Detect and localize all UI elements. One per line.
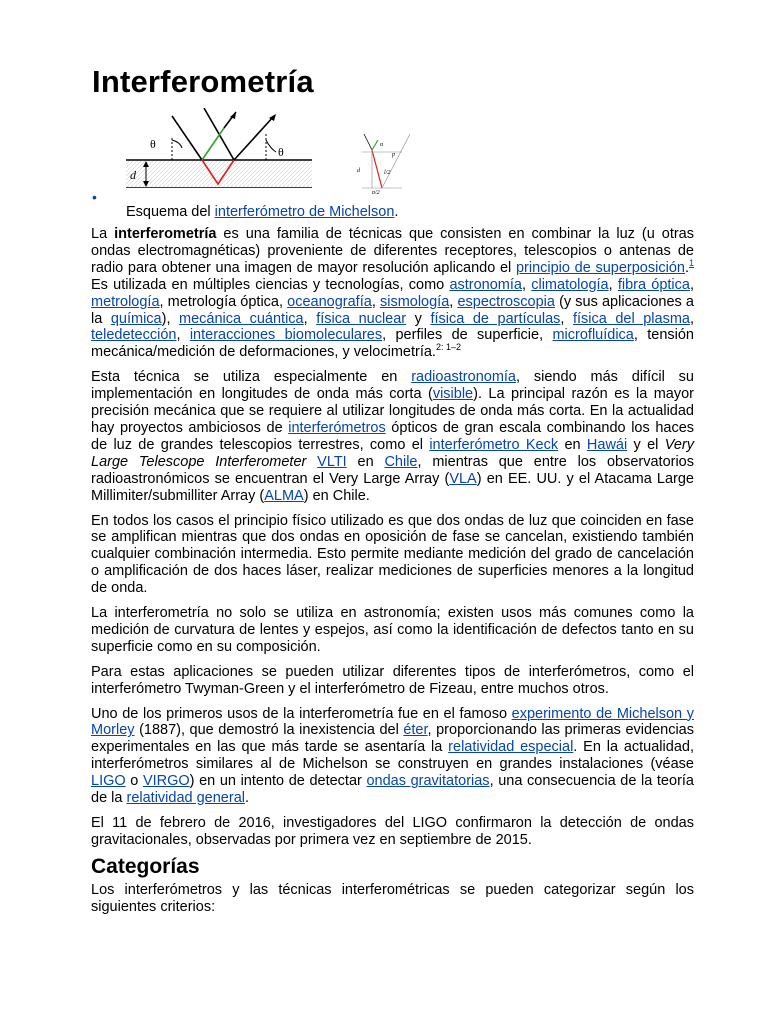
inset-alpha-label: α xyxy=(380,142,384,148)
page-title: Interferometría xyxy=(92,64,314,99)
link-alma[interactable]: ALMA xyxy=(264,487,304,504)
paragraph-ligo-2016: El 11 de febrero de 2016, investigadores del LIGO confirmaron la detección de ondas gravitacionales, observadas por primera vez en septiembre de 2015. xyxy=(91,815,694,848)
link-vla[interactable]: VLA xyxy=(449,470,477,487)
section-heading-categorias: Categorías xyxy=(91,854,200,878)
link-michelson-morley[interactable]: experimento de Michelson y Morley xyxy=(91,705,694,739)
link-metrologia[interactable]: metrología xyxy=(91,293,160,310)
inset-l2-label: l/2 xyxy=(384,170,391,176)
theta-label-left: θ xyxy=(150,137,156,151)
inset-p2-label: p/2 xyxy=(372,190,380,194)
link-fisica-plasma[interactable]: física del plasma xyxy=(572,310,690,327)
reflected-ray-green xyxy=(202,128,224,160)
link-espectroscopia[interactable]: espectroscopia xyxy=(457,293,555,310)
inset-d-label: d xyxy=(357,168,360,174)
link-oceanografia[interactable]: oceanografía xyxy=(287,293,372,310)
link-fibra-optica[interactable]: fibra óptica xyxy=(617,276,690,293)
ref-1[interactable]: 1 xyxy=(688,257,694,268)
link-superposicion[interactable]: principio de superposición xyxy=(515,259,685,276)
theta-label-right: θ xyxy=(278,145,284,159)
link-hawai[interactable]: Hawái xyxy=(586,436,628,453)
paragraph-categories: Los interferómetros y las técnicas interferométricas se pueden categorizar según los siguientes criterios: xyxy=(91,881,694,915)
link-microfluidica[interactable]: microfluídica xyxy=(552,327,634,344)
angle-arc-right xyxy=(266,140,276,152)
list-bullet: • xyxy=(92,189,97,205)
link-relatividad-general[interactable]: relatividad general xyxy=(126,790,245,807)
inset-p-label: p xyxy=(392,152,395,158)
figure-row xyxy=(92,108,432,208)
bold-term: interferometría xyxy=(114,226,217,242)
link-climatologia[interactable]: climatología xyxy=(531,276,609,293)
figure-caption: Esquema del interferómetro de Michelson. xyxy=(126,204,399,220)
link-relatividad-especial[interactable]: relatividad especial xyxy=(448,739,574,756)
article-body xyxy=(91,226,694,924)
ref-2[interactable]: 2: 1–2 xyxy=(435,342,461,353)
geometry-inset-diagram xyxy=(354,130,416,194)
paragraph-history: Uno de los primeros usos de la interferometría fue en el famoso experimento de Michelson y Morley (1887), que demostró la inexistencia del éter, proporcionando las primeras evidencias experimentales en las que más tarde se asentaría la relatividad especial. En la actualidad, interferómetros similares al de Michelson se construyen en grandes instalaciones (véase LIGO o VIRGO) en un intento de detectar ondas gravitatorias, una consecuencia de la teoría de la relatividad general. xyxy=(91,705,694,807)
link-interferometro-keck[interactable]: interferómetro Keck xyxy=(429,436,559,453)
link-interacciones-biomoleculares[interactable]: interacciones biomoleculares xyxy=(189,327,383,344)
paragraph-radioastronomy: Esta técnica se utiliza especialmente en radioastronomía, siendo más difícil su implementación en longitudes de onda más corta (visible). La principal razón es la mayor precisión mecánica que se requiere al utilizar longitudes de onda más corta. En la actualidad hay proyectos ambiciosos de interferómetros ópticos de gran escala combinando los haces de luz de grandes telescopios terrestres, como el interferómetro Keck en Hawái y el Very Large Telescope Interferometer VLTI en Chile, mientras que entre los observatorios radioastronómicos se encuentran el Very Large Array (VLA) en EE. UU. y el Atacama Large Millimiter/submilliter Array (ALMA) en Chile. xyxy=(91,369,695,504)
link-sismologia[interactable]: sismología xyxy=(379,293,450,310)
interference-diagram xyxy=(126,108,312,188)
link-interferometros[interactable]: interferómetros xyxy=(288,419,386,436)
link-astronomia[interactable]: astronomía xyxy=(449,276,522,293)
paragraph-common-uses: La interferometría no solo se utiliza en astronomía; existen usos más comunes como la medición de curvatura de lentes y espejos, así como la identificación de defectos tanto en su superficie como en su composición. xyxy=(91,605,694,655)
link-virgo[interactable]: VIRGO xyxy=(142,773,190,790)
link-radioastronomia[interactable]: radioastronomía xyxy=(411,369,516,386)
paragraph-intro: La interferometría es una familia de técnicas que consisten en combinar la luz (u otras ondas electromagnéticas) proveniente de diferentes receptores, telescopios o antenas de radio para obtener una imagen de mayor resolución aplicando el principio de superposición.$^1$ Es utilizada en múltiples ciencias y tecnologías, como astronomía, climatología, fibra óptica, metrología, metrología óptica, oceanografía, sismología, espectroscopia (y sus aplicaciones a la química), mecánica cuántica, física nuclear y física de partículas, física del plasma, teledetección, interacciones biomoleculares, perfiles de superficie, microfluídica, tensión mecánica/medición de deformaciones, y velocimetría.$^{2: 1-2}$ xyxy=(91,226,695,361)
link-quimica[interactable]: química xyxy=(110,310,162,327)
paragraph-types: Para estas aplicaciones se pueden utilizar diferentes tipos de interferómetros, como el interferómetro Twyman-Green y el interferómetro de Fizeau, entre muchos otros. xyxy=(91,663,694,697)
link-mecanica-cuantica[interactable]: mecánica cuántica xyxy=(179,310,304,327)
d-label: d xyxy=(130,168,136,182)
incident-ray-1 xyxy=(172,116,202,160)
angle-arc-left xyxy=(172,140,182,148)
link-michelson-interferometer[interactable]: interferómetro de Michelson xyxy=(214,204,395,220)
link-teledeteccion[interactable]: teledetección xyxy=(91,327,177,344)
link-vlti[interactable]: VLTI xyxy=(317,453,347,470)
link-fisica-nuclear[interactable]: física nuclear xyxy=(316,310,407,327)
paragraph-principle: En todos los casos el principio físico utilizado es que dos ondas de luz que coinciden en fase se amplifican mientras que dos ondas en oposición de fase se cancelan, existiendo también cualquier combinación intermedia. Esto permite mediante medición del grado de cancelación o amplificación de dos haces láser, realizar mediciones de superficies menores a la longitud de onda. xyxy=(91,512,694,597)
link-visible[interactable]: visible xyxy=(432,386,474,403)
link-ligo[interactable]: LIGO xyxy=(91,773,126,790)
link-eter[interactable]: éter xyxy=(403,722,428,739)
link-ondas-gravitatorias[interactable]: ondas gravitatorias xyxy=(366,773,490,790)
reflected-ray-2 xyxy=(234,116,274,160)
link-chile[interactable]: Chile xyxy=(384,453,418,470)
link-fisica-particulas[interactable]: física de partículas xyxy=(430,310,561,327)
